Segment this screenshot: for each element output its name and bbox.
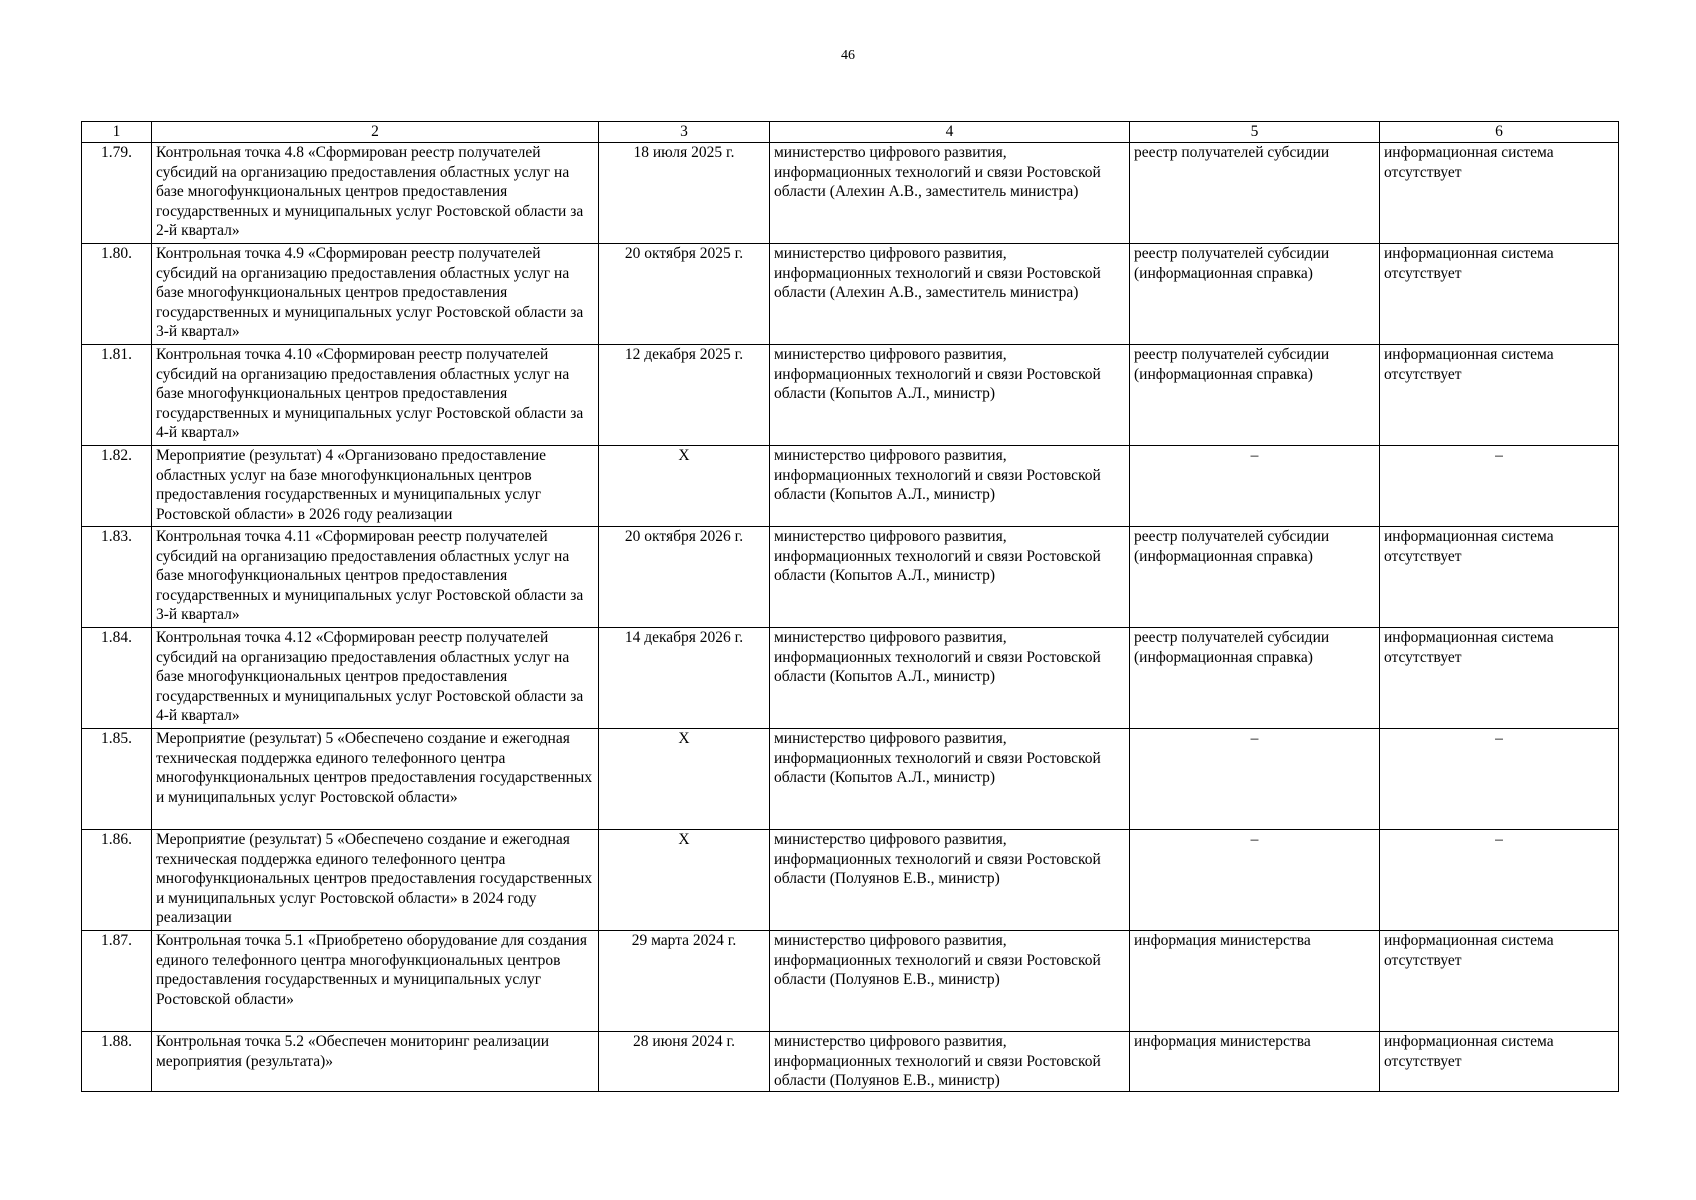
page-number: 46 <box>841 48 855 63</box>
row-document: – <box>1130 446 1380 527</box>
table-row <box>82 830 1619 931</box>
row-name: Контрольная точка 5.2 «Обеспечен мониторинг реализации мероприятия (результата)» <box>152 1032 599 1092</box>
table-row <box>82 931 1619 1032</box>
row-name: Контрольная точка 4.9 «Сформирован реестр получателей субсидий на организацию предоставления областных услуг на базе многофункциональных центров предоставления государственных и муниципальных услуг Ростовской области за 3-й квартал» <box>152 244 599 345</box>
row-name: Мероприятие (результат) 5 «Обеспечено создание и ежегодная техническая поддержка единого телефонного центра многофункциональных центров предоставления государственных и муниципальных услуг Ростовской области» в 2024 году реализации <box>152 830 599 931</box>
row-date: 14 декабря 2026 г. <box>599 628 770 729</box>
row-number: 1.83. <box>82 527 152 628</box>
table-row <box>82 345 1619 446</box>
row-system: информационная система отсутствует <box>1380 244 1619 345</box>
row-document: информация министерства <box>1130 1032 1380 1092</box>
row-date: Х <box>599 729 770 830</box>
row-document: – <box>1130 729 1380 830</box>
row-system: – <box>1380 830 1619 931</box>
row-number: 1.88. <box>82 1032 152 1092</box>
row-system: информационная система отсутствует <box>1380 345 1619 446</box>
row-responsible: министерство цифрового развития, информационных технологий и связи Ростовской области (Копытов А.Л., министр) <box>770 729 1130 830</box>
row-number: 1.82. <box>82 446 152 527</box>
row-responsible: министерство цифрового развития, информационных технологий и связи Ростовской области (Полуянов Е.В., министр) <box>770 1032 1130 1092</box>
row-date: Х <box>599 446 770 527</box>
row-date: Х <box>599 830 770 931</box>
row-date: 20 октября 2025 г. <box>599 244 770 345</box>
table-row <box>82 628 1619 729</box>
row-date: 29 марта 2024 г. <box>599 931 770 1032</box>
row-document: реестр получателей субсидии (информационная справка) <box>1130 527 1380 628</box>
row-responsible: министерство цифрового развития, информационных технологий и связи Ростовской области (Алехин А.В., заместитель министра) <box>770 143 1130 244</box>
row-number: 1.84. <box>82 628 152 729</box>
row-date: 20 октября 2026 г. <box>599 527 770 628</box>
table-row <box>82 729 1619 830</box>
row-responsible: министерство цифрового развития, информационных технологий и связи Ростовской области (Копытов А.Л., министр) <box>770 628 1130 729</box>
row-document: реестр получателей субсидии <box>1130 143 1380 244</box>
row-number: 1.81. <box>82 345 152 446</box>
row-number: 1.86. <box>82 830 152 931</box>
row-name: Мероприятие (результат) 5 «Обеспечено создание и ежегодная техническая поддержка единого телефонного центра многофункциональных центров предоставления государственных и муниципальных услуг Ростовской области» <box>152 729 599 830</box>
row-system: информационная система отсутствует <box>1380 143 1619 244</box>
row-number: 1.80. <box>82 244 152 345</box>
table-row <box>82 1032 1619 1092</box>
row-name: Контрольная точка 5.1 «Приобретено оборудование для создания единого телефонного центра многофункциональных центров предоставления государственных и муниципальных услуг Ростовской области» <box>152 931 599 1032</box>
row-document: – <box>1130 830 1380 931</box>
row-system: информационная система отсутствует <box>1380 628 1619 729</box>
row-responsible: министерство цифрового развития, информационных технологий и связи Ростовской области (Копытов А.Л., министр) <box>770 446 1130 527</box>
row-date: 28 июня 2024 г. <box>599 1032 770 1092</box>
table-row <box>82 143 1619 244</box>
column-header: 1 <box>82 122 152 143</box>
row-system: – <box>1380 446 1619 527</box>
column-header: 4 <box>770 122 1130 143</box>
row-name: Мероприятие (результат) 4 «Организовано предоставление областных услуг на базе многофункциональных центров предоставления государственных и муниципальных услуг Ростовской области» в 2026 году реализации <box>152 446 599 527</box>
row-number: 1.79. <box>82 143 152 244</box>
row-document: реестр получателей субсидии (информационная справка) <box>1130 244 1380 345</box>
row-name: Контрольная точка 4.12 «Сформирован реестр получателей субсидий на организацию предоставления областных услуг на базе многофункциональных центров предоставления государственных и муниципальных услуг Ростовской области за 4-й квартал» <box>152 628 599 729</box>
row-number: 1.85. <box>82 729 152 830</box>
table-header-row <box>82 122 1619 143</box>
row-responsible: министерство цифрового развития, информационных технологий и связи Ростовской области (Полуянов Е.В., министр) <box>770 931 1130 1032</box>
row-name: Контрольная точка 4.10 «Сформирован реестр получателей субсидий на организацию предоставления областных услуг на базе многофункциональных центров предоставления государственных и муниципальных услуг Ростовской области за 4-й квартал» <box>152 345 599 446</box>
table-row <box>82 527 1619 628</box>
column-header: 6 <box>1380 122 1619 143</box>
column-header: 2 <box>152 122 599 143</box>
row-document: реестр получателей субсидии (информационная справка) <box>1130 345 1380 446</box>
row-system: – <box>1380 729 1619 830</box>
column-header: 3 <box>599 122 770 143</box>
row-date: 18 июля 2025 г. <box>599 143 770 244</box>
control-points-table <box>81 121 1619 1092</box>
column-header: 5 <box>1130 122 1380 143</box>
row-number: 1.87. <box>82 931 152 1032</box>
row-document: информация министерства <box>1130 931 1380 1032</box>
row-date: 12 декабря 2025 г. <box>599 345 770 446</box>
row-name: Контрольная точка 4.11 «Сформирован реестр получателей субсидий на организацию предоставления областных услуг на базе многофункциональных центров предоставления государственных и муниципальных услуг Ростовской области за 3-й квартал» <box>152 527 599 628</box>
table-row <box>82 446 1619 527</box>
row-responsible: министерство цифрового развития, информационных технологий и связи Ростовской области (Алехин А.В., заместитель министра) <box>770 244 1130 345</box>
row-system: информационная система отсутствует <box>1380 527 1619 628</box>
row-name: Контрольная точка 4.8 «Сформирован реестр получателей субсидий на организацию предоставления областных услуг на базе многофункциональных центров предоставления государственных и муниципальных услуг Ростовской области за 2-й квартал» <box>152 143 599 244</box>
row-responsible: министерство цифрового развития, информационных технологий и связи Ростовской области (Копытов А.Л., министр) <box>770 527 1130 628</box>
row-system: информационная система отсутствует <box>1380 931 1619 1032</box>
table-row <box>82 244 1619 345</box>
row-responsible: министерство цифрового развития, информационных технологий и связи Ростовской области (Копытов А.Л., министр) <box>770 345 1130 446</box>
row-document: реестр получателей субсидии (информационная справка) <box>1130 628 1380 729</box>
row-system: информационная система отсутствует <box>1380 1032 1619 1092</box>
row-responsible: министерство цифрового развития, информационных технологий и связи Ростовской области (Полуянов Е.В., министр) <box>770 830 1130 931</box>
